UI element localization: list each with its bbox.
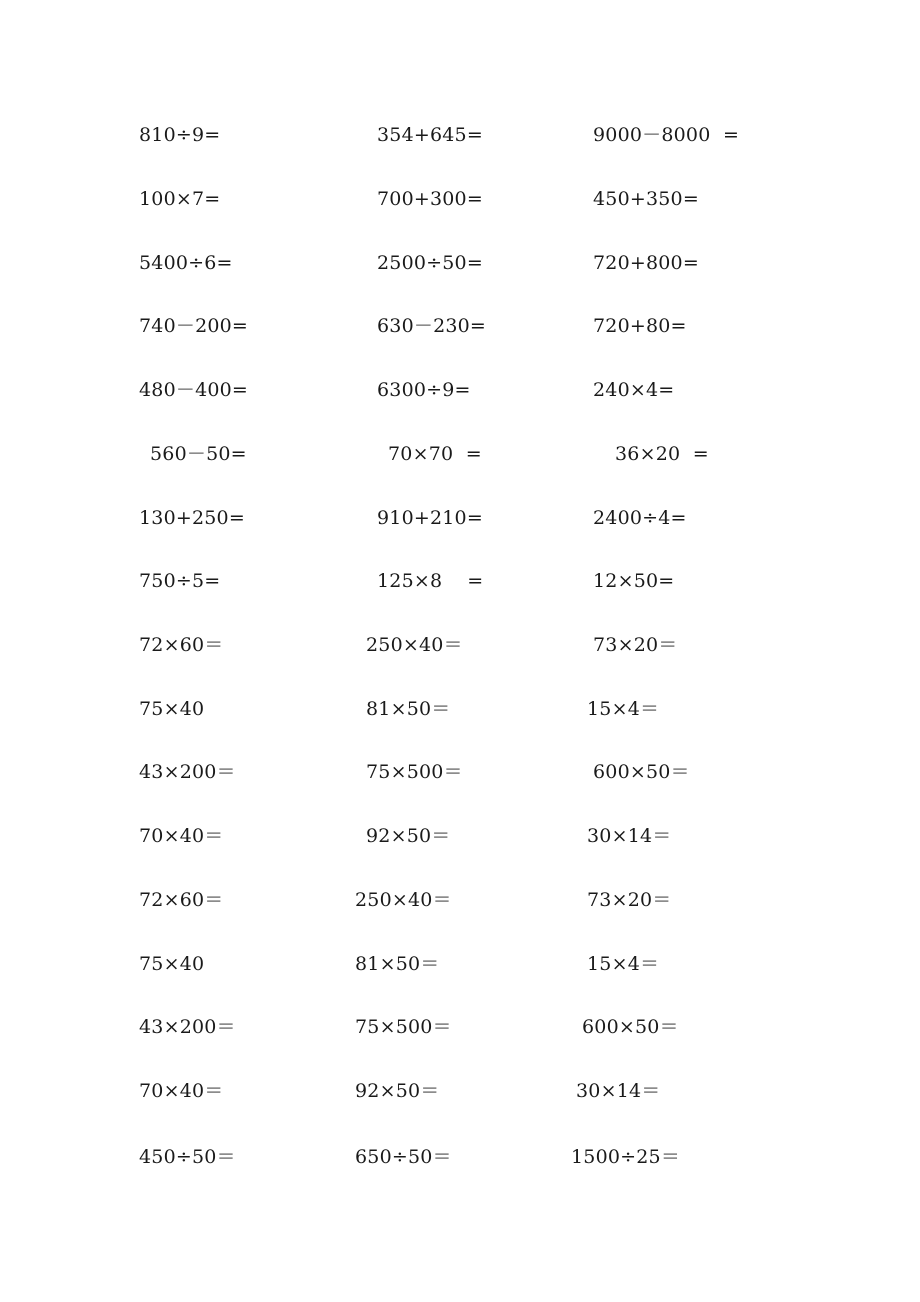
problem: 650÷50＝ (355, 1146, 452, 1168)
problem: 750÷5= (139, 570, 221, 592)
problem: 700+300= (377, 188, 483, 210)
problem: 81×50＝ (366, 698, 451, 720)
problem: 250×40＝ (355, 889, 452, 911)
problem: 75×500＝ (366, 761, 463, 783)
problem: 43×200＝ (139, 1016, 236, 1038)
problem: 600×50＝ (582, 1016, 679, 1038)
problem: 9000－8000 = (593, 124, 740, 146)
problem: 12×50= (593, 570, 675, 592)
problem: 740－200= (139, 315, 249, 337)
problem: 75×500＝ (355, 1016, 452, 1038)
problem: 560－50= (150, 443, 247, 465)
problem: 73×20＝ (587, 889, 672, 911)
problem: 600×50＝ (593, 761, 690, 783)
problem: 2500÷50= (377, 252, 483, 274)
problem: 75×40 (139, 698, 205, 720)
problem: 480－400= (139, 379, 249, 401)
problem: 43×200＝ (139, 761, 236, 783)
problem: 720+80= (593, 315, 687, 337)
problem: 240×4= (593, 379, 675, 401)
problem: 2400÷4= (593, 507, 687, 529)
problem: 36×20 = (615, 443, 709, 465)
problem: 6300÷9= (377, 379, 471, 401)
problem: 810÷9= (139, 124, 221, 146)
problem: 250×40＝ (366, 634, 463, 656)
problem: 70×40＝ (139, 1080, 224, 1102)
problem: 130+250= (139, 507, 245, 529)
problem: 910+210= (377, 507, 483, 529)
problem: 70×70 = (388, 443, 482, 465)
problem: 70×40＝ (139, 825, 224, 847)
problem: 81×50＝ (355, 953, 440, 975)
problem: 15×4＝ (587, 698, 660, 720)
problem: 72×60＝ (139, 889, 224, 911)
problem: 450÷50＝ (139, 1146, 236, 1168)
problem: 30×14＝ (587, 825, 672, 847)
problem: 92×50＝ (366, 825, 451, 847)
problem: 630－230= (377, 315, 487, 337)
problem: 5400÷6= (139, 252, 233, 274)
problem: 100×7= (139, 188, 221, 210)
problem: 450+350= (593, 188, 699, 210)
problem: 75×40 (139, 953, 205, 975)
problem: 15×4＝ (587, 953, 660, 975)
problem: 720+800= (593, 252, 699, 274)
problem: 125×8 = (377, 570, 484, 592)
problem: 354+645= (377, 124, 483, 146)
problem: 30×14＝ (576, 1080, 661, 1102)
problem: 1500÷25＝ (571, 1146, 681, 1168)
problem: 72×60＝ (139, 634, 224, 656)
problem: 92×50＝ (355, 1080, 440, 1102)
problem: 73×20＝ (593, 634, 678, 656)
